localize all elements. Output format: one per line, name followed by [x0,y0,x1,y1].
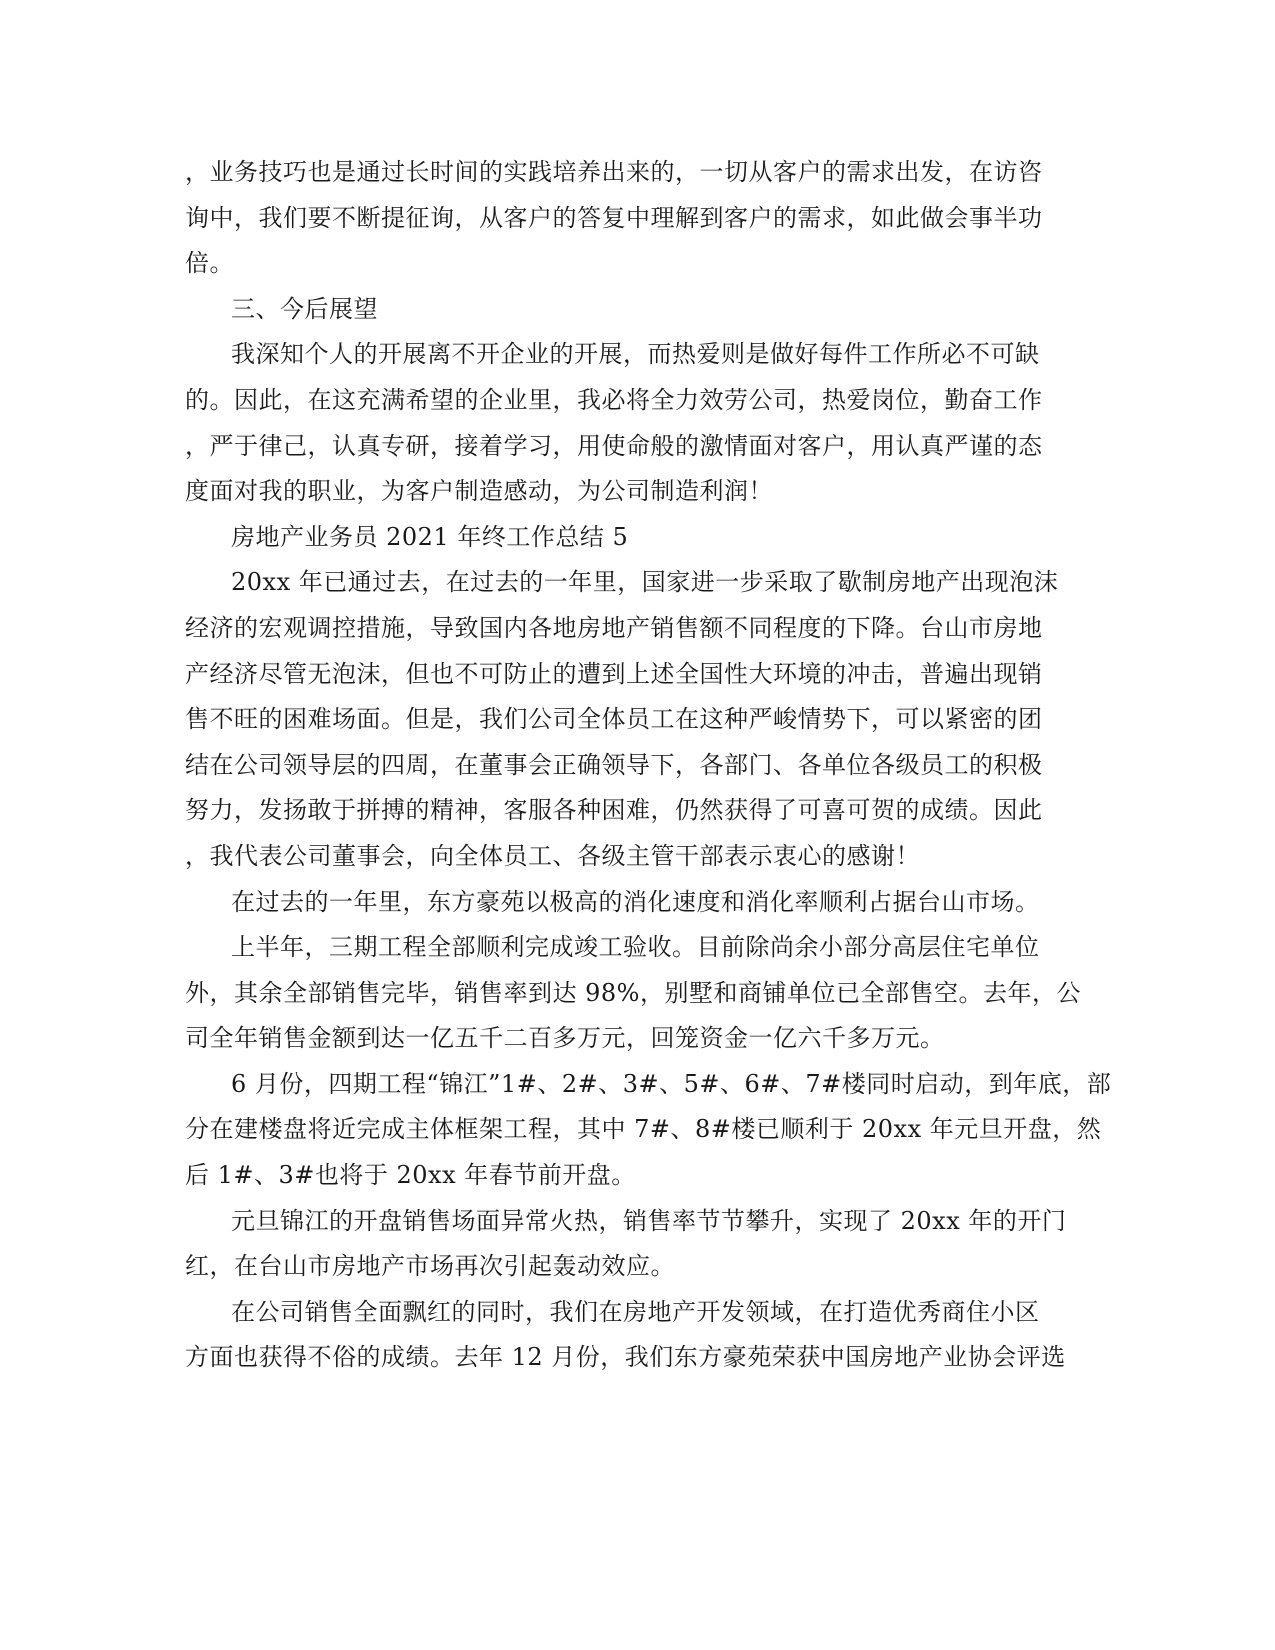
text-line: 产经济尽管无泡沫，但也不可防止的遭到上述全国性大环境的冲击，普遍出现销 [185,659,1043,688]
text-line: 的。因此，在这充满希望的企业里，我必将全力效劳公司，热爱岗位，勤奋工作 [185,385,1043,414]
text-line: 20xx 年已通过去，在过去的一年里，国家进一步采取了歇制房地产出现泡沫 [231,568,1059,597]
text-line: 在过去的一年里，东方豪苑以极高的消化速度和消化率顺利占据台山市场。 [231,887,1040,916]
text-line: 后 1#、3#也将于 20xx 年春节前开盘。 [185,1161,636,1190]
text-line: 红，在台山市房地产市场再次引起轰动效应。 [185,1252,675,1281]
text-line: 元旦锦江的开盘销售场面异常火热，销售率节节攀升，实现了 20xx 年的开门 [231,1206,1067,1235]
text-line: ，业务技巧也是通过长时间的实践培养出来的，一切从客户的需求出发，在访咨 [185,158,1043,186]
text-line: 上半年，三期工程全部顺利完成竣工验收。目前除尚余小部分高层住宅单位 [231,933,1040,962]
text-line: 房地产业务员 2021 年终工作总结 5 [231,522,629,551]
text-line: 努力，发扬敢于拼搏的精神，客服各种困难，仍然获得了可喜可贺的成绩。因此 [185,796,1043,825]
text-line: 售不旺的困难场面。但是，我们公司全体员工在这种严峻情势下，可以紧密的团 [185,705,1043,734]
text-line: 外，其余全部销售完毕，销售率到达 98%，别墅和商铺单位已全部售空。去年，公 [185,978,1081,1007]
text-line: ，我代表公司董事会，向全体员工、各级主管干部表示衷心的感谢！ [185,841,920,870]
text-line: 倍。 [185,249,234,278]
text-line: 司全年销售金额到达一亿五千二百多万元，回笼资金一亿六千多万元。 [185,1024,945,1053]
text-line: 度面对我的职业，为客户制造感动，为公司制造利润！ [185,477,773,506]
text-line: 6 月份，四期工程“锦江”1#、2#、3#、5#、6#、7#楼同时启动，到年底，部 [231,1069,1112,1098]
text-line: ，严于律己，认真专研，接着学习，用使命般的激情面对客户，用认真严谨的态 [185,431,1043,460]
text-line: 经济的宏观调控措施，导致国内各地房地产销售额不同程度的下降。台山市房地 [185,613,1043,642]
document-body [185,150,1112,1381]
text-line: 我深知个人的开展离不开企业的开展，而热爱则是做好每件工作所必不可缺 [231,340,1040,369]
text-line: 结在公司领导层的四周，在董事会正确领导下，各部门、各单位各级员工的积极 [185,750,1043,779]
text-line: 在公司销售全面飘红的同时，我们在房地产开发领域，在打造优秀商住小区 [231,1297,1040,1326]
text-line: 三、今后展望 [231,294,378,323]
text-line: 分在建楼盘将近完成主体框架工程，其中 7#、8#楼已顺利于 20xx 年元旦开盘，然 [185,1115,1102,1144]
text-line: 询中，我们要不断提征询，从客户的答复中理解到客户的需求，如此做会事半功 [185,203,1043,232]
text-line: 方面也获得不俗的成绩。去年 12 月份，我们东方豪苑荣获中国房地产业协会评选 [185,1343,1066,1372]
